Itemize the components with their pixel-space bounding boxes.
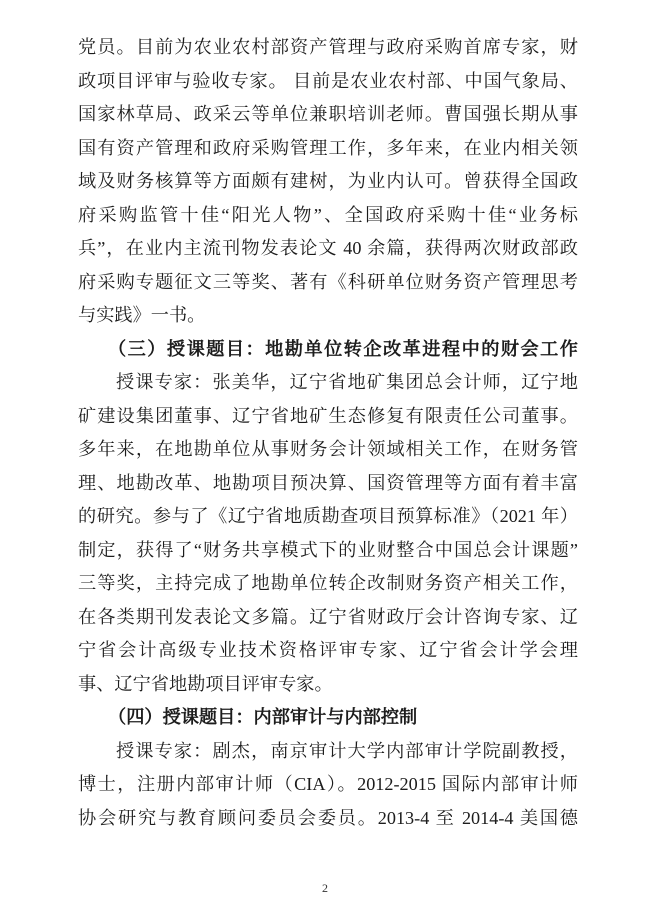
section-4 — [78, 701, 578, 835]
continued-paragraph — [78, 31, 578, 333]
text-line: 宁省会计高级专业技术资格评审专家、辽宁省会计学会理 — [78, 640, 578, 660]
text-line: 域及财务核算等方面颇有建树，为业内认可。曾获得全国政 — [78, 171, 578, 191]
page-number: 2 — [322, 881, 328, 895]
text-line: 理、地勘改革、地勘项目预决算、国资管理等方面有着丰富 — [78, 472, 578, 493]
text-line: 政项目评审与验收专家。 目前是农业农村部、中国气象局、 — [78, 70, 578, 91]
section-heading: （四）授课题目：内部审计与内部控制 — [108, 707, 418, 727]
text-line: 授课专家：剧杰，南京审计大学内部审计学院副教授， — [116, 740, 578, 761]
text-line: 授课专家：张美华，辽宁省地矿集团总会计师，辽宁地 — [116, 372, 578, 392]
text-line: 国有资产管理和政府采购管理工作，多年来，在业内相关领 — [78, 137, 578, 158]
text-line: 事、辽宁省地勘项目评审专家。 — [78, 673, 333, 694]
text-line: 府采购监管十佳“阳光人物”、全国政府采购十佳“业务标 — [78, 204, 578, 225]
text-line: 府采购专题征文三等奖、著有《科研单位财务资产管理思考 — [78, 271, 578, 292]
section-heading: （三）授课题目：地勘单位转企改革进程中的财会工作 — [108, 338, 578, 359]
text-line: 矿建设集团董事、辽宁省地矿生态修复有限责任公司董事。 — [78, 405, 578, 426]
text-line: 协会研究与教育顾问委员会委员。2013-4 至 2014-4 美国德 — [78, 807, 578, 828]
text-line: 党员。目前为农业农村部资产管理与政府采购首席专家，财 — [78, 37, 578, 57]
text-line: 与实践》一书。 — [78, 305, 206, 325]
text-line: 博士，注册内部审计师（CIA）。2012-2015 国际内部审计师 — [78, 774, 578, 794]
text-line: 在各类期刊发表论文多篇。辽宁省财政厅会计咨询专家、辽 — [78, 606, 578, 627]
text-line: 兵”，在业内主流刊物发表论文 40 余篇，获得两次财政部政 — [78, 238, 578, 258]
text-line: 多年来，在地勘单位从事财务会计领域相关工作，在财务管 — [78, 439, 578, 459]
text-line: 的研究。参与了《辽宁省地质勘查项目预算标准》（2021 年） — [78, 506, 578, 526]
document-body — [78, 31, 578, 835]
section-3 — [78, 333, 578, 702]
text-line: 三等奖，主持完成了地勘单位转企改制财务资产相关工作， — [78, 573, 578, 593]
text-line: 制定，获得了“财务共享模式下的业财整合中国总会计课题” — [78, 539, 578, 560]
text-line: 国家林草局、政采云等单位兼职培训老师。曹国强长期从事 — [78, 104, 578, 124]
